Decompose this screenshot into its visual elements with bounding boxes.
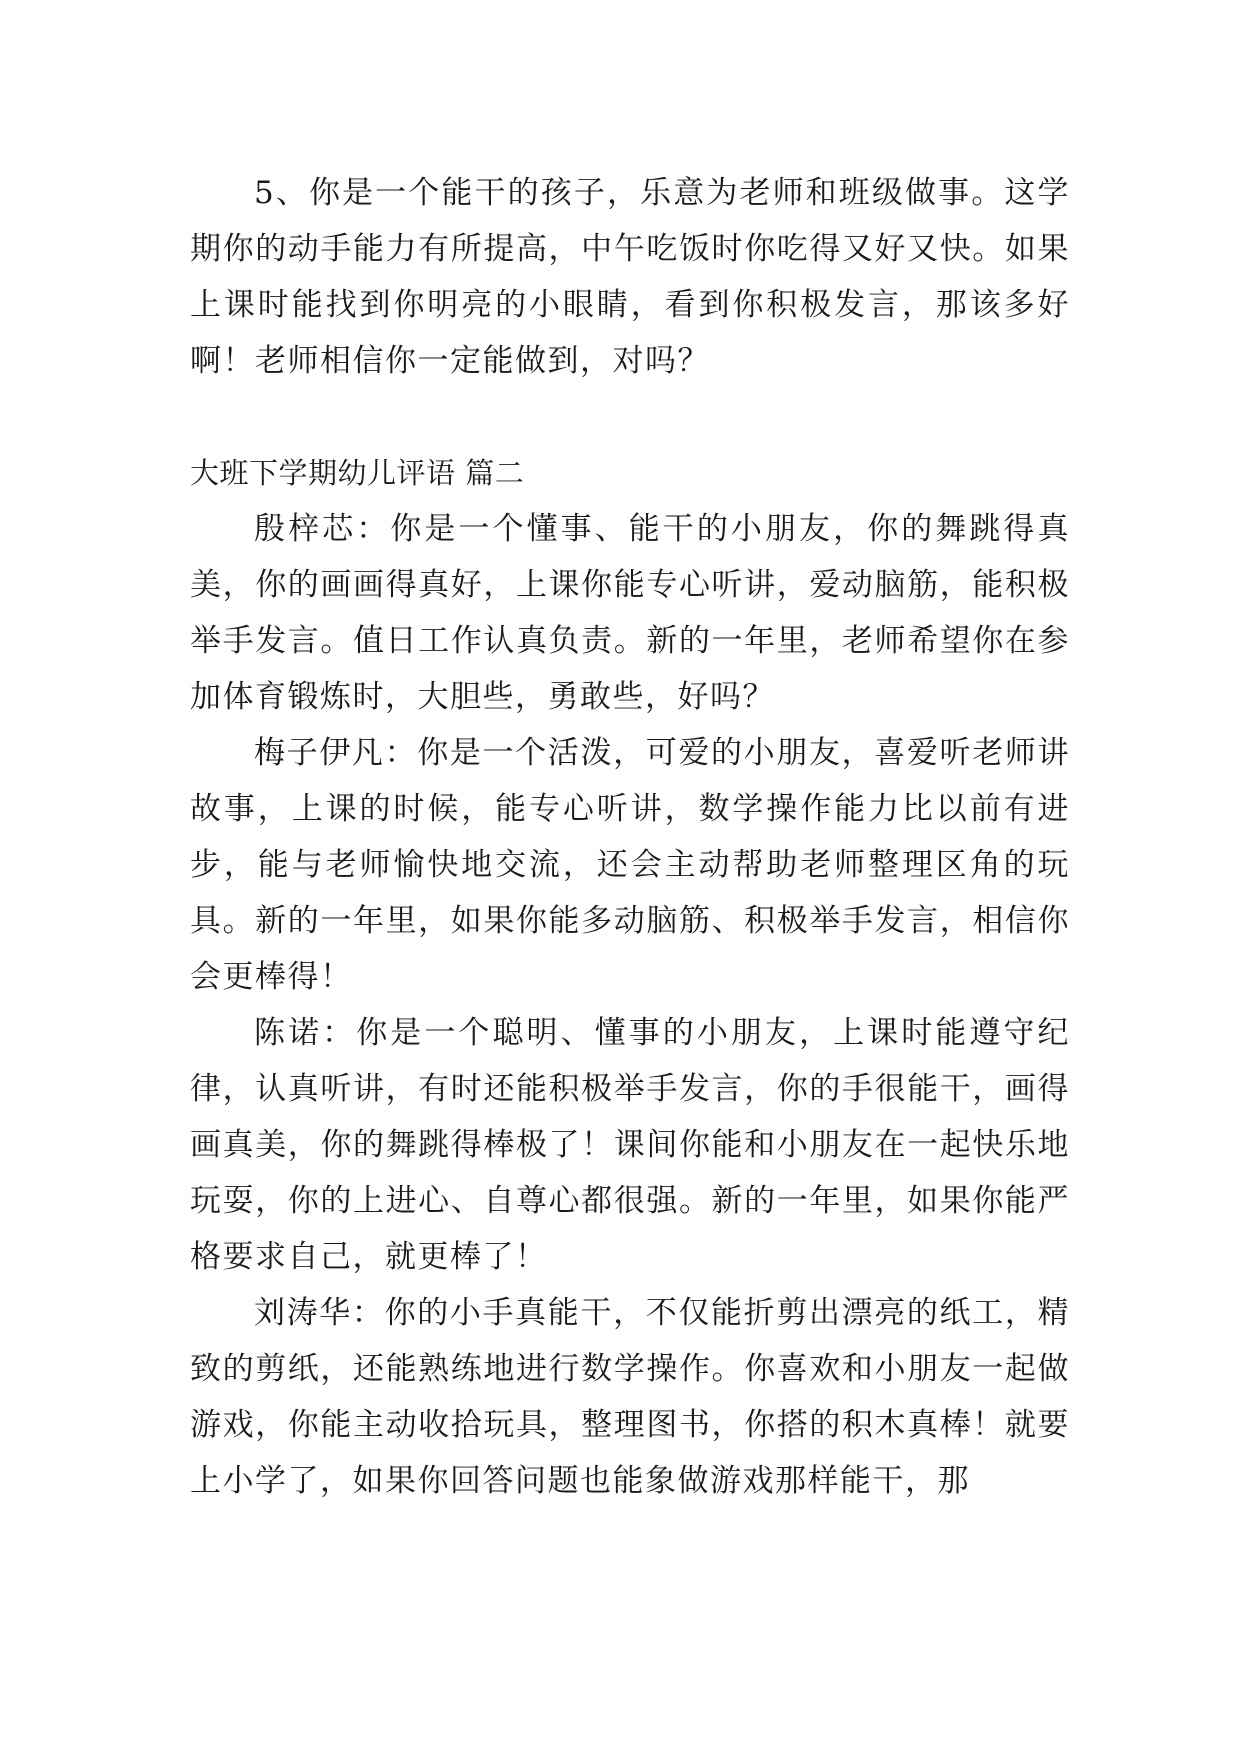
comment-paragraph-5: 5、你是一个能干的孩子，乐意为老师和班级做事。这学期你的动手能力有所提高，中午吃饭时你吃得又好又快。如果上课时能找到你明亮的小眼睛，看到你积极发言，那该多好啊！老师相信你一定能做到，对吗？ [190,175,1070,379]
comment-paragraph-chen: 陈诺：你是一个聪明、懂事的小朋友，上课时能遵守纪律，认真听讲，有时还能积极举手发言，你的手很能干，画得画真美，你的舞跳得棒极了！课间你能和小朋友在一起快乐地玩耍，你的上进心、自尊心都很强。新的一年里，如果你能严格要求自己，就更棒了！ [190,1015,1070,1275]
comment-paragraph-yin: 殷梓芯：你是一个懂事、能干的小朋友，你的舞跳得真美，你的画画得真好，上课你能专心听讲，爱动脑筋，能积极举手发言。值日工作认真负责。新的一年里，老师希望你在参加体育锻炼时，大胆些，勇敢些，好吗？ [190,511,1070,715]
comment-paragraph-mei: 梅子伊凡：你是一个活泼，可爱的小朋友，喜爱听老师讲故事，上课的时候，能专心听讲，数学操作能力比以前有进步，能与老师愉快地交流，还会主动帮助老师整理区角的玩具。新的一年里，如果你能多动脑筋、积极举手发言，相信你会更棒得！ [190,735,1070,995]
comment-paragraph-liu: 刘涛华：你的小手真能干，不仅能折剪出漂亮的纸工，精致的剪纸，还能熟练地进行数学操作。你喜欢和小朋友一起做游戏，你能主动收拾玩具，整理图书，你搭的积木真棒！就要上小学了，如果你回答问题也能象做游戏那样能干，那 [190,1295,1070,1499]
section-title: 大班下学期幼儿评语 篇二 [190,456,525,490]
document-body [190,165,1070,1509]
